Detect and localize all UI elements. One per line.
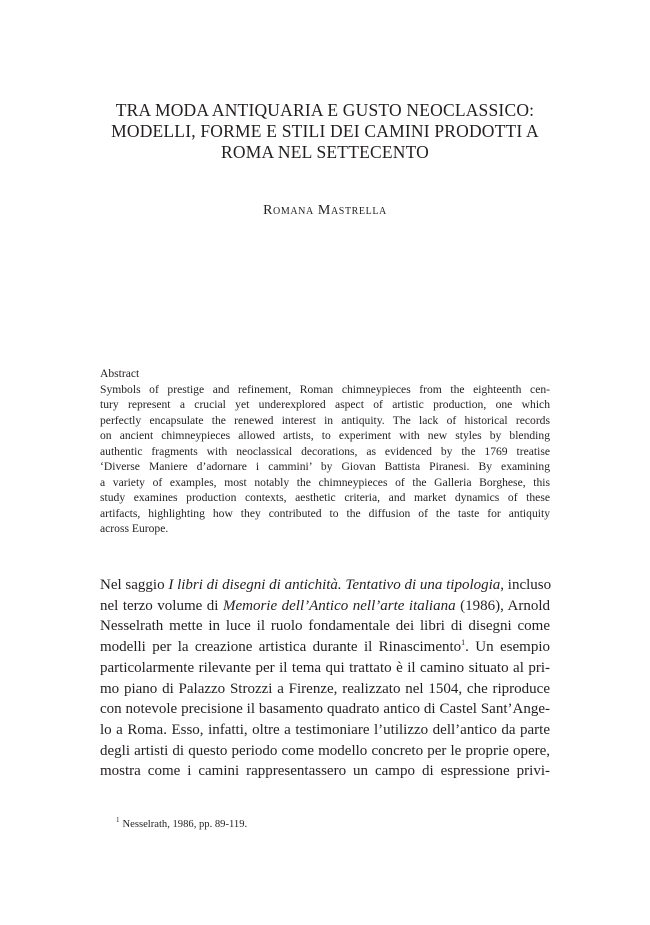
- body-text-run: (1986), Arnold: [455, 597, 550, 614]
- author-name: Romana Mastrella: [263, 203, 387, 218]
- body-line: particolarmente rilevante per il tema qui trattato è il camino situato al pri-: [100, 659, 550, 676]
- footnote-number: 1: [116, 816, 120, 825]
- book-title: Memorie dell’Antico nell’arte italiana: [222, 597, 456, 614]
- body-line: degli artisti di questo periodo come modello concreto per le proprie opere,: [100, 742, 550, 759]
- book-title: I libri di disegni di antichità. Tentativo di una tipologia: [168, 577, 501, 593]
- body-text-run: . Un esempio: [465, 639, 550, 656]
- abstract-line: a variety of examples, most notably the chimneypieces of the Galleria Borghese, this: [100, 475, 550, 489]
- body-line: mo piano di Palazzo Strozzi a Firenze, realizzato nel 1504, che riproduce: [100, 680, 550, 697]
- abstract-line: artifacts, highlighting how they contributed to the diffusion of the taste for antiquity: [100, 506, 550, 520]
- abstract-heading: Abstract: [100, 367, 140, 380]
- title-line: ROMA NEL SETTECENTO: [221, 142, 429, 162]
- body-text-run: modelli per la creazione artistica durante il Rinascimento: [100, 639, 462, 656]
- body-line: [100, 637, 550, 658]
- title-line: TRA MODA ANTIQUARIA E GUSTO NEOCLASSICO:: [115, 100, 535, 120]
- body-text-run: nel terzo volume di: [100, 597, 223, 614]
- body-text-run: Nel saggio: [100, 577, 169, 593]
- footnote: [116, 818, 247, 832]
- article-title: [60, 100, 590, 163]
- footnote-text: Nesselrath, 1986, pp. 89-119.: [122, 819, 248, 830]
- abstract-line: Symbols of prestige and refinement, Roman chimneypieces from the eighteenth cen-: [100, 382, 550, 396]
- body-text-run: , incluso: [500, 577, 552, 593]
- abstract: [100, 366, 550, 537]
- abstract-line: on ancient chimneypieces allowed artists, to experiment with new styles by blending: [100, 429, 550, 442]
- abstract-line: perfectly encapsulate the renewed interest in antiquity. The lack of historical records: [100, 413, 550, 427]
- body-line: [100, 575, 550, 596]
- body-text: [100, 575, 550, 782]
- abstract-line: across Europe.: [100, 522, 169, 535]
- body-line: mostra come i camini rappresentassero un campo di espressione privi-: [100, 763, 550, 780]
- abstract-line: tury represent a crucial yet underexplored aspect of artistic production, one which: [100, 398, 550, 411]
- abstract-line: study examines production contexts, aesthetic criteria, and market dynamics of these: [100, 491, 550, 504]
- title-line: MODELLI, FORME E STILI DEI CAMINI PRODOTTI A: [111, 121, 539, 141]
- footnote-marker: 1: [461, 638, 466, 648]
- abstract-line: authentic fragments with neoclassical decorations, as evidenced by the 1769 treatise: [100, 444, 550, 458]
- body-line: lo a Roma. Esso, infatti, oltre a testimoniare l’utilizzo dell’antico da parte: [100, 721, 550, 738]
- abstract-line: ‘Diverse Maniere d’adornare i cammini’ by Giovan Battista Piranesi. By examining: [100, 460, 550, 473]
- body-line: Nesselrath mette in luce il ruolo fondamentale dei libri di disegni come: [100, 618, 550, 635]
- body-line: con notevole precisione il basamento quadrato antico di Castel Sant’Ange-: [100, 701, 550, 718]
- body-line: [100, 596, 550, 617]
